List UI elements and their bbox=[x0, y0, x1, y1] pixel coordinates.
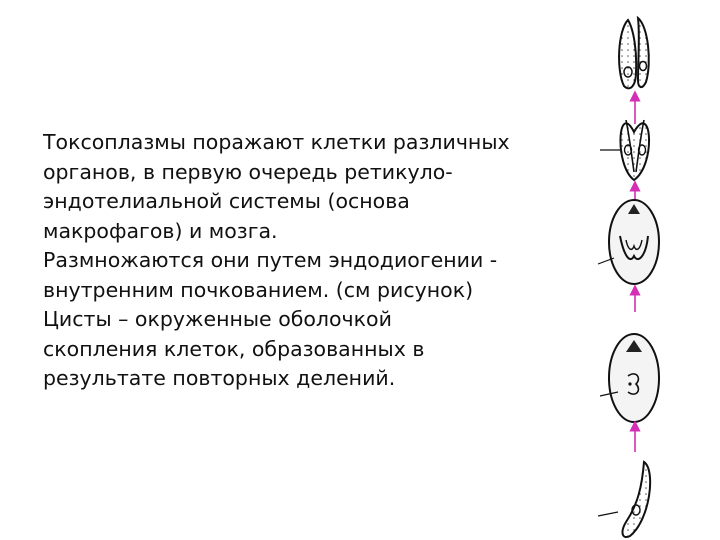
text-line: Цисты – окруженные оболочкой bbox=[43, 307, 392, 331]
text-line: органов, в первую очередь ретикуло- bbox=[43, 159, 453, 184]
text-line: эндотелиальной системы (основа bbox=[43, 189, 410, 213]
stage-mother-cell bbox=[623, 462, 651, 537]
text-line: макрофагов) и мозга. bbox=[43, 218, 278, 243]
stage-budding-parent bbox=[620, 120, 649, 180]
endodyogeny-diagram bbox=[590, 0, 720, 540]
slide-text bbox=[43, 128, 595, 394]
text-line: результате повторных делений. bbox=[43, 366, 396, 390]
endodyogeny-figure bbox=[590, 0, 720, 540]
stage-early-bud bbox=[609, 334, 659, 422]
stage-two-daughter-cells bbox=[619, 18, 649, 88]
text-line: Токсоплазмы поражают клетки различных bbox=[43, 130, 510, 154]
pointer-line bbox=[598, 512, 618, 516]
text-line: внутренним почкованием. (см рисунок) bbox=[43, 277, 474, 302]
text-line: скопления клеток, образованных в bbox=[43, 336, 425, 361]
stage-internal-buds bbox=[609, 200, 659, 284]
text-line: Размножаются они путем эндодиогении - bbox=[43, 248, 498, 272]
